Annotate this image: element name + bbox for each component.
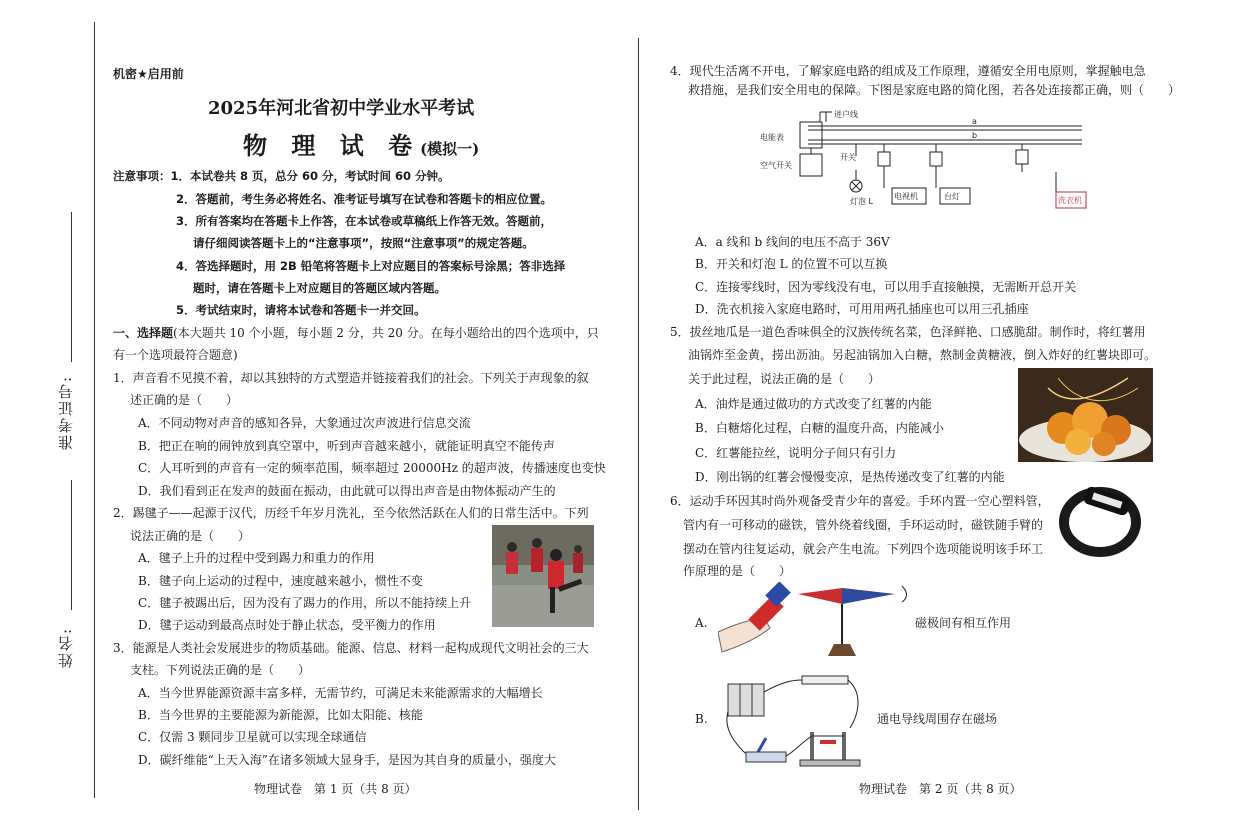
exam-id-field-line [71,212,72,362]
notice-line-4: 请仔细阅读答题卡上的“注意事项”，按照“注意事项”的规定答题。 [193,236,534,250]
q5-stem-1: 5．拔丝地瓜是一道色香味俱全的汉族传统名菜，色泽鲜艳、口感脆甜。制作时，将红薯用 [670,325,1146,339]
paper-title: 物 理 试 卷(模拟一) [243,131,480,160]
q5-option-d: D．刚出锅的红薯会慢慢变凉，是热传递改变了红薯的内能 [695,470,1005,484]
q3-option-d: D．碳纤维能“上天入海”在诸多领域大显身手，是因为其自身的质量小，强度大 [138,753,556,767]
q6-stem-2: 管内有一可移动的磁铁，管外绕着线圈，手环运动时，磁铁随手臂的 [683,518,1044,532]
circuit-label-desk-lamp: 台灯 [944,192,960,201]
page2-footer: 物理试卷 第 2 页（共 8 页） [859,782,1022,796]
notice-line-5: 4．答选择题时，用 2B 铅笔将答题卡上对应题目的答案标号涂黑；答非选择 [176,259,566,273]
q2-option-d: D．毽子运动到最高点时处于静止状态，受平衡力的作用 [138,618,436,632]
q6-option-a-label: A. [695,616,708,630]
circuit-label-entry: 进户线 [834,110,858,119]
q6-stem-3: 摆动在管内往复运动，就会产生电流。下列四个选项能说明该手环工 [683,542,1044,556]
q2-option-b: B．毽子向上运动的过程中，速度越来越小，惯性不变 [138,574,423,588]
q6-option-a-text: 磁极间有相互作用 [915,616,1012,630]
page1-footer: 物理试卷 第 1 页（共 8 页） [254,782,417,796]
q1-stem-2: 述正确的是（ ） [130,393,239,407]
q1-stem-1: 1．声音看不见摸不着，却以其独特的方式塑造并链接着我们的社会。下列关于声现象的叙 [113,371,589,385]
q2-option-c: C．毽子被踢出后，因为没有了踢力的作用，所以不能持续上升 [138,596,472,610]
magnet-pole-interaction-diagram [718,582,912,664]
q6-stem-4: 作原理的是（ ） [683,564,792,578]
q2-stem-1: 2．踢毽子——起源于汉代，历经千年岁月洗礼，至今依然活跃在人们的日常生活中。下列 [113,506,589,520]
notice-line-2: 2．答题前，考生务必将姓名、准考证号填写在试卷和答题卡的相应位置。 [176,192,552,206]
notice-line-1: 注意事项：1．本试卷共 8 页，总分 60 分，考试时间 60 分钟。 [113,169,450,183]
q3-option-b: B．当今世界的主要能源为新能源，比如太阳能、核能 [138,708,423,722]
section-heading: 一、选择题(本大题共 10 个小题，每小题 2 分，共 20 分。在每小题给出的四个选项中，只 [113,326,599,340]
jianzi-photo [492,525,594,627]
q6-option-b-text: 通电导线周围存在磁场 [877,712,998,726]
circuit-label-air-switch: 空气开关 [760,161,792,170]
notice-line-6: 题时，请在答题卡上对应题目的答题区域内答题。 [193,281,446,295]
q4-stem-2: 救措施，是我们安全用电的保障。下图是家庭电路的简化图，若各处连接都正确，则（ ） [688,83,1181,97]
circuit-label-tv: 电视机 [894,192,918,201]
page-divider-line [638,38,639,810]
notice-line-7: 5．考试结束时，请将本试卷和答题卡一并交回。 [176,303,426,317]
q4-option-d: D．洗衣机接入家庭电路时，可用用两孔插座也可以用三孔插座 [695,302,1029,316]
q4-stem-1: 4．现代生活离不开电，了解家庭电路的组成及工作原理，遵循安全用电原则，掌握触电急 [670,64,1146,78]
q1-option-c: C．人耳听到的声音有一定的频率范围，频率超过 20000Hz 的超声波，传播速度也变快 [138,461,606,475]
q3-option-c: C．仅需 3 颗同步卫星就可以实现全球通信 [138,730,367,744]
q6-stem-1: 6．运动手环因其时尚外观备受青少年的喜爱。手环内置一空心塑料管， [670,494,1050,508]
q2-stem-2: 说法正确的是（ ） [130,529,251,543]
q4-option-b: B．开关和灯泡 L 的位置不可以互换 [695,257,888,271]
left-margin-line [94,22,95,798]
exam-title: 2025年河北省初中学业水平考试 [208,98,475,119]
circuit-label-lamp: 灯泡 L [850,197,873,206]
circuit-label-switch: 开关 [840,153,856,162]
confidential-label: 机密★启用前 [113,67,184,81]
q5-stem-2: 油锅炸至金黄，捞出沥油。另起油锅加入白糖，熬制金黄糖液，倒入炸好的红薯块即可。 [688,348,1157,362]
q3-stem-1: 3．能源是人类社会发展进步的物质基础。能源、信息、材料一起构成现代文明社会的三大 [113,641,589,655]
q5-option-a: A．油炸是通过做功的方式改变了红薯的内能 [695,397,932,411]
notice-line-3: 3．所有答案均在答题卡上作答，在本试卷或草稿纸上作答无效。答题前， [176,214,552,228]
circuit-label-a: a [972,117,977,126]
name-label: 姓名: [57,626,75,668]
circuit-label-b: b [972,131,978,140]
q2-option-a: A．毽子上升的过程中受到踢力和重力的作用 [138,551,375,565]
q4-option-c: C．连接零线时，因为零线没有电，可以用手直接触摸，无需断开总开关 [695,280,1077,294]
circuit-label-washer: 洗衣机 [1058,196,1082,205]
q3-stem-2: 支柱。下列说法正确的是（ ） [130,663,311,677]
q1-option-b: B．把正在响的闹钟放到真空罩中，听到声音越来越小，就能证明真空不能传声 [138,439,555,453]
q5-option-b: B．白糖熔化过程，白糖的温度升高，内能减小 [695,421,944,435]
q1-option-a: A．不同动物对声音的感知各异，大象通过次声波进行信息交流 [138,416,471,430]
exam-id-label: 准考证号: [57,374,75,450]
name-field-line [71,480,72,610]
q3-option-a: A．当今世界能源资源丰富多样，无需节约，可满足未来能源需求的大幅增长 [138,686,543,700]
q5-stem-3: 关于此过程，说法正确的是（ ） [688,372,881,386]
fitness-band-image [1058,478,1144,560]
q5-option-c: C．红薯能拉丝，说明分子间只有引力 [695,446,897,460]
circuit-label-meter: 电能表 [760,133,784,142]
candied-sweet-potato-photo [1018,368,1153,462]
q4-option-a: A．a 线和 b 线间的电压不高于 36V [695,235,890,249]
q6-option-b-label: B. [695,712,708,726]
q1-option-d: D．我们看到正在发声的鼓面在振动，由此就可以得出声音是由物体振动产生的 [138,484,556,498]
current-magnetic-field-diagram [722,672,870,768]
section-desc: 有一个选项最符合题意) [113,348,238,362]
household-circuit-diagram [760,108,1090,214]
